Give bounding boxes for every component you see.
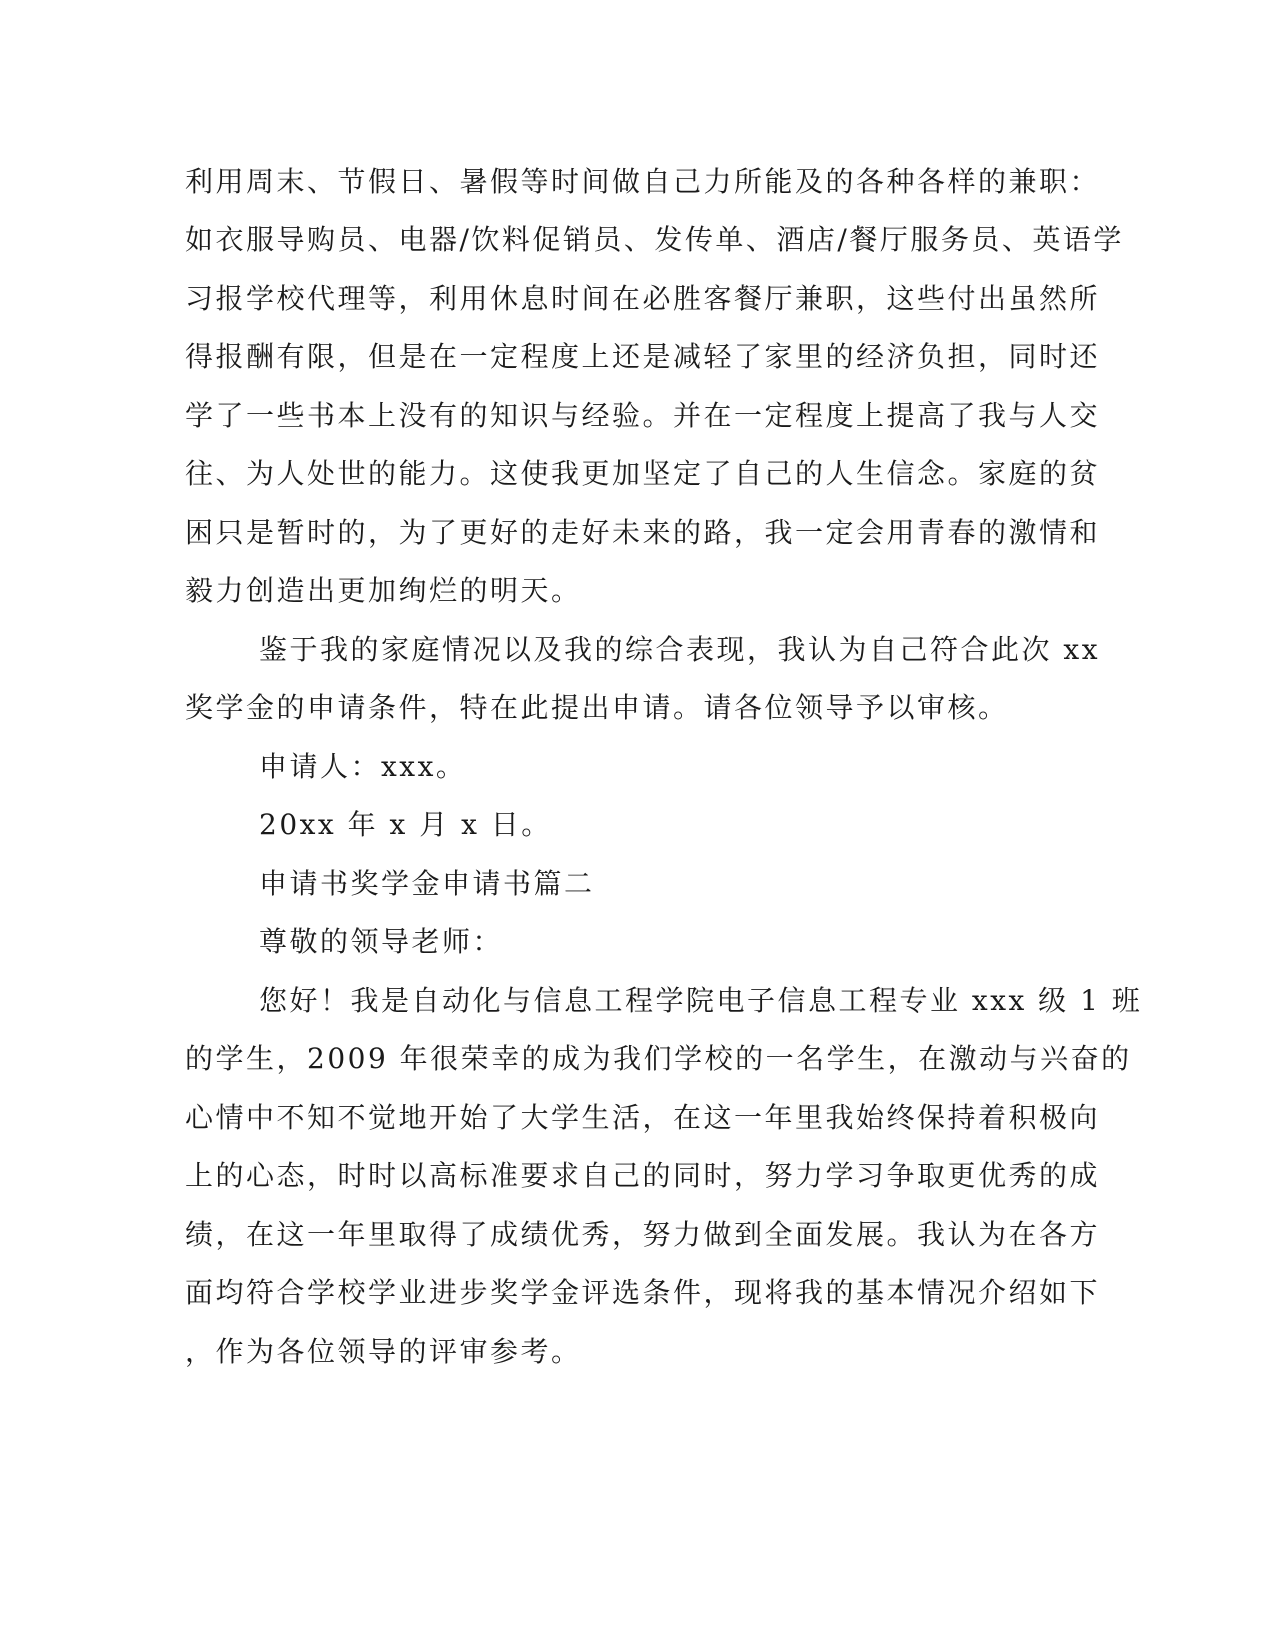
text-line: 困只是暂时的，为了更好的走好未来的路，我一定会用青春的激情和	[185, 516, 1101, 549]
text-line: 往、为人处世的能力。这使我更加坚定了自己的人生信念。家庭的贫	[185, 457, 1101, 490]
text-line: 学了一些书本上没有的知识与经验。并在一定程度上提高了我与人交	[185, 399, 1101, 432]
text-line: 毅力创造出更加绚烂的明天。	[185, 574, 582, 607]
text-line: 得报酬有限，但是在一定程度上还是减轻了家里的经济负担，同时还	[185, 340, 1101, 373]
section-heading: 申请书奖学金申请书篇二	[259, 867, 595, 900]
application-date: 20xx 年 x 月 x 日。	[259, 808, 552, 841]
text-line: 心情中不知不觉地开始了大学生活，在这一年里我始终保持着积极向	[185, 1101, 1101, 1134]
text-line: 绩，在这一年里取得了成绩优秀，努力做到全面发展。我认为在各方	[185, 1218, 1101, 1251]
applicant-signature: 申请人：xxx。	[259, 750, 467, 783]
text-line: 奖学金的申请条件，特在此提出申请。请各位领导予以审核。	[185, 691, 1009, 724]
text-line: 习报学校代理等，利用休息时间在必胜客餐厅兼职，这些付出虽然所	[185, 282, 1101, 315]
text-line: 的学生，2009 年很荣幸的成为我们学校的一名学生，在激动与兴奋的	[185, 1042, 1132, 1075]
text-line: ，作为各位领导的评审参考。	[185, 1335, 582, 1368]
text-line: 利用周末、节假日、暑假等时间做自己力所能及的各种各样的兼职：	[185, 165, 1101, 198]
salutation: 尊敬的领导老师：	[259, 925, 504, 958]
paragraph-first-line: 鉴于我的家庭情况以及我的综合表现，我认为自己符合此次 xx	[259, 633, 1100, 666]
text-line: 面均符合学校学业进步奖学金评选条件，现将我的基本情况介绍如下	[185, 1276, 1101, 1309]
text-line: 上的心态，时时以高标准要求自己的同时，努力学习争取更优秀的成	[185, 1159, 1101, 1192]
paragraph-first-line: 您好！我是自动化与信息工程学院电子信息工程专业 xxx 级 1 班	[259, 984, 1143, 1017]
text-line: 如衣服导购员、电器/饮料促销员、发传单、酒店/餐厅服务员、英语学	[185, 223, 1124, 256]
